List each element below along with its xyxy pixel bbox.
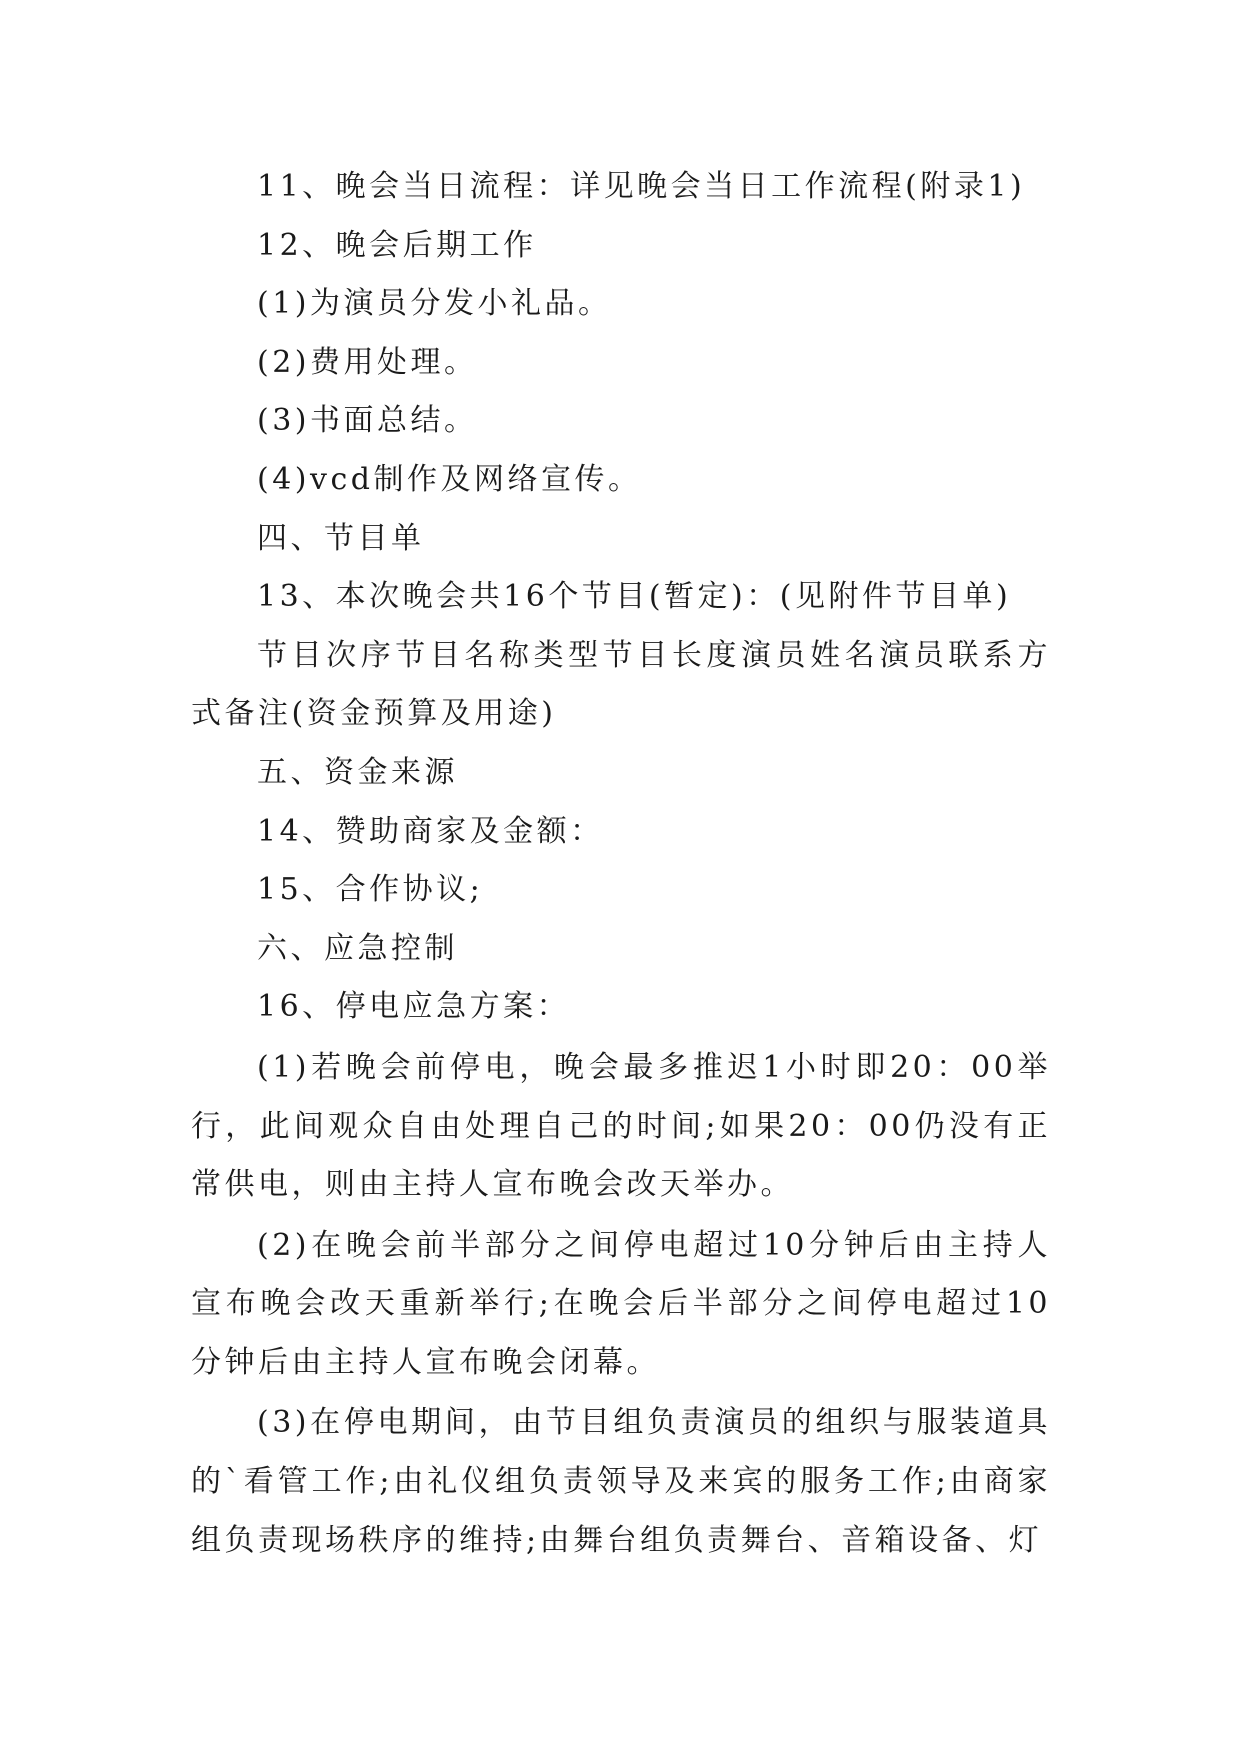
paragraph-summary: (3)书面总结。 <box>257 403 478 439</box>
paragraph-evening-day-process: 11、晚会当日流程：详见晚会当日工作流程(附录1) <box>257 169 1026 204</box>
paragraph-agreement: 15、合作协议; <box>257 872 484 908</box>
paragraph-outage-during-event: (2)在晚会前半部分之间停电超过10分钟后由主持人宣布晚会改天重新举行;在晚会后半部分之间停电超过10分钟后由主持人宣布晚会闭幕。 <box>191 1227 1051 1380</box>
paragraph-gifts: (1)为演员分发小礼品。 <box>257 286 612 322</box>
paragraph-sponsors: 14、赞助商家及金额： <box>257 813 604 849</box>
paragraph-post-event-work: 12、晚会后期工作 <box>257 227 537 263</box>
section-heading-funding: 五、资金来源 <box>257 754 458 790</box>
paragraph-program-columns: 节目次序节目名称类型节目长度演员姓名演员联系方式备注(资金预算及用途) <box>191 637 1051 732</box>
paragraph-outage-responsibilities: (3)在停电期间，由节目组负责演员的组织与服装道具的`看管工作;由礼仪组负责领导及来宾的服务工作;由商家组负责现场秩序的维持;由舞台组负责舞台、音箱设备、灯 <box>191 1405 1051 1558</box>
paragraph-outage-before-event: (1)若晚会前停电，晚会最多推迟1小时即20：00举行，此间观众自由处理自己的时间;如果20：00仍没有正常供电，则由主持人宣布晚会改天举办。 <box>191 1049 1051 1203</box>
document-body <box>191 158 1051 1570</box>
paragraph-program-count: 13、本次晚会共16个节目(暂定)：(见附件节目单) <box>257 579 1012 615</box>
paragraph-vcd-promotion: (4)vcd制作及网络宣传。 <box>257 461 642 497</box>
section-heading-emergency: 六、应急控制 <box>257 930 458 966</box>
paragraph-power-outage-plan: 16、停电应急方案： <box>257 989 571 1025</box>
section-heading-program-list: 四、节目单 <box>257 520 425 556</box>
paragraph-expenses: (2)费用处理。 <box>257 344 478 380</box>
